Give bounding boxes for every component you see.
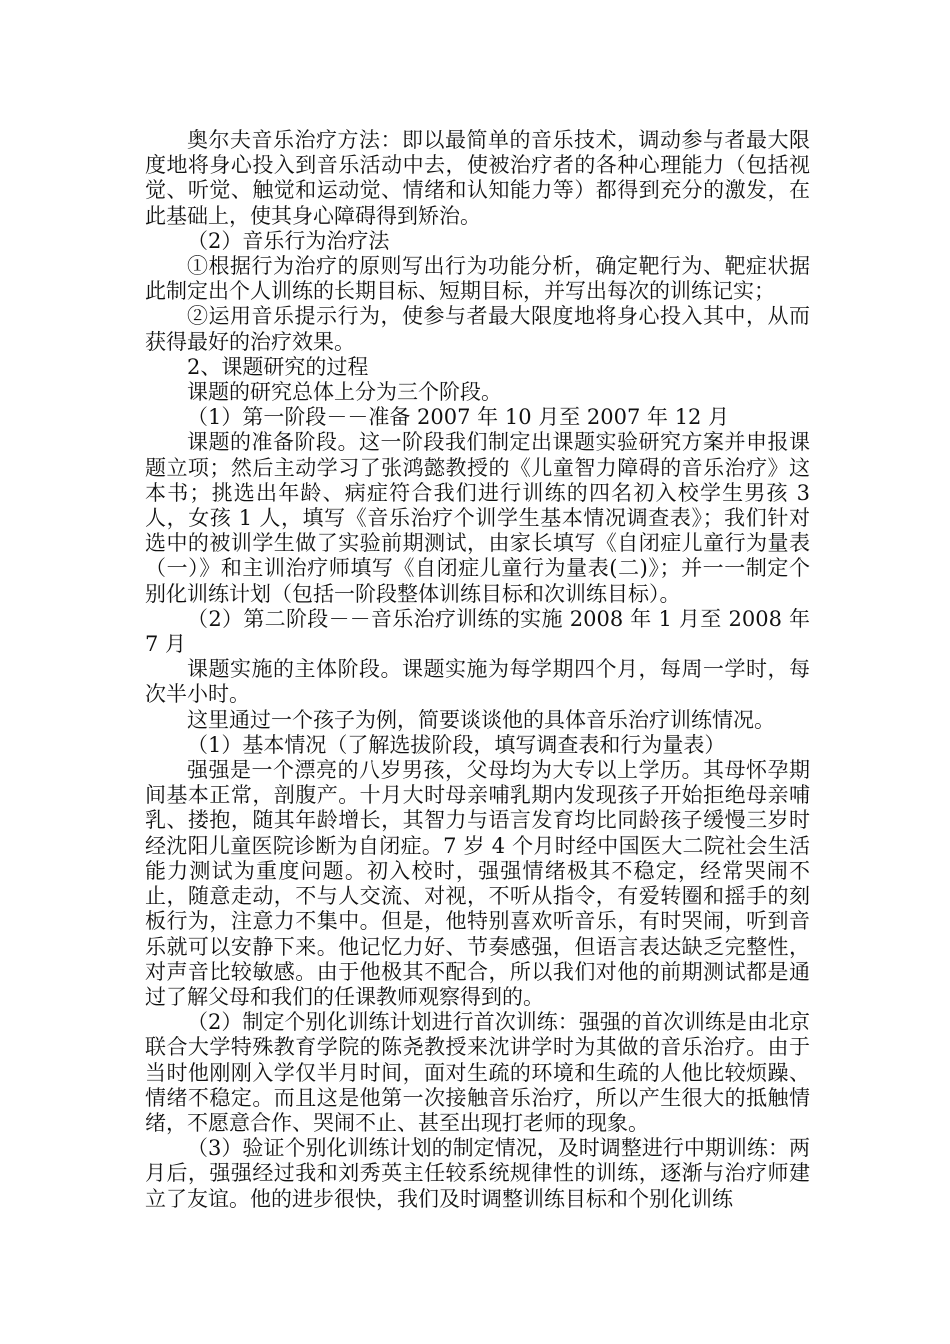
paragraph-orff-method: 奥尔夫音乐治疗方法：即以最简单的音乐技术，调动参与者最大限度地将身心投入到音乐活动中去，使被治疗者的各种心理能力（包括视觉、听觉、触觉和运动觉、情绪和认知能力等）都得到充分的激发，在此基础上，使其身心障碍得到矫治。 <box>145 128 810 228</box>
paragraph-three-stages: 课题的研究总体上分为三个阶段。 <box>187 380 502 405</box>
paragraph-case-background: 强强是一个漂亮的八岁男孩，父母均为大专以上学历。其母怀孕期间基本正常，剖腹产。十月大时母亲哺乳期内发现孩子开始拒绝母亲哺乳、搂抱，随其年龄增长，其智力与语言发育均比同龄孩子缓慢三岁时经沈阳儿童医院诊断为自闭症。7 岁 4 个月时经中国医大二院社会生活能力测试为重度问题。初入校时，强强情绪极其不稳定，经常哭闹不止，随意走动，不与人交流、对视，不听从指令，有爱转圈和摇手的刻板行为，注意力不集中。但是，他特别喜欢听音乐，有时哭闹，听到音乐就可以安静下来。他记忆力好、节奏感强，但语言表达缺乏完整性，对声音比较敏感。由于他极其不配合，所以我们对他的前期测试都是通过了解父母和我们的任课教师观察得到的。 <box>145 758 810 1009</box>
paragraph-mid-training: （3）验证个别化训练计划的制定情况，及时调整进行中期训练：两月后，强强经过我和刘秀英主任较系统规律性的训练，逐渐与治疗师建立了友谊。他的进步很快，我们及时调整训练目标和个别化训练 <box>145 1136 810 1211</box>
heading-basic-situation: （1）基本情况（了解选拔阶段，填写调查表和行为量表） <box>187 732 726 757</box>
heading-music-behavior-therapy: （2）音乐行为治疗法 <box>187 228 390 253</box>
heading-stage-one: （1）第一阶段－－准备 2007 年 10 月至 2007 年 12 月 <box>187 405 730 430</box>
heading-research-process: 2、课题研究的过程 <box>187 354 369 379</box>
paragraph-preparation-stage: 课题的准备阶段。这一阶段我们制定出课题实验研究方案并申报课题立项；然后主动学习了张鸿懿教授的《儿童智力障碍的音乐治疗》这本书；挑选出年龄、病症符合我们进行训练的四名初入校学生男孩 3 人，女孩 1 人，填写《音乐治疗个训学生基本情况调查表》；我们针对选中的被训学生做了实验前期测试，由家长填写《自闭症儿童行为量表（一）》和主训治疗师填写《自闭症儿童行为量表(二)》；并一一制定个别化训练计划（包括一阶段整体训练目标和次训练目标）。 <box>145 430 810 606</box>
paragraph-case-intro: 这里通过一个孩子为例，简要谈谈他的具体音乐治疗训练情况。 <box>187 707 775 732</box>
document-body <box>145 128 810 1212</box>
paragraph-first-training: （2）制定个别化训练计划进行首次训练：强强的首次训练是由北京联合大学特殊教育学院的陈尧教授来沈讲学时为其做的音乐治疗。由于当时他刚刚入学仅半月时间，面对生疏的环境和生疏的人他比较烦躁、情绪不稳定。而且这是他第一次接触音乐治疗，所以产生很大的抵触情绪，不愿意合作、哭闹不止、甚至出现打老师的现象。 <box>145 1010 810 1135</box>
paragraph-implementation-stage: 课题实施的主体阶段。课题实施为每学期四个月，每周一学时，每次半小时。 <box>145 657 810 707</box>
heading-stage-two: （2）第二阶段－－音乐治疗训练的实施 2008 年 1 月至 2008 年 7 月 <box>145 606 810 657</box>
paragraph-behavior-analysis: ①根据行为治疗的原则写出行为功能分析，确定靶行为、靶症状据此制定出个人训练的长期目标、短期目标，并写出每次的训练记实； <box>145 254 810 304</box>
paragraph-music-prompt: ②运用音乐提示行为，使参与者最大限度地将身心投入其中，从而获得最好的治疗效果。 <box>145 304 810 354</box>
